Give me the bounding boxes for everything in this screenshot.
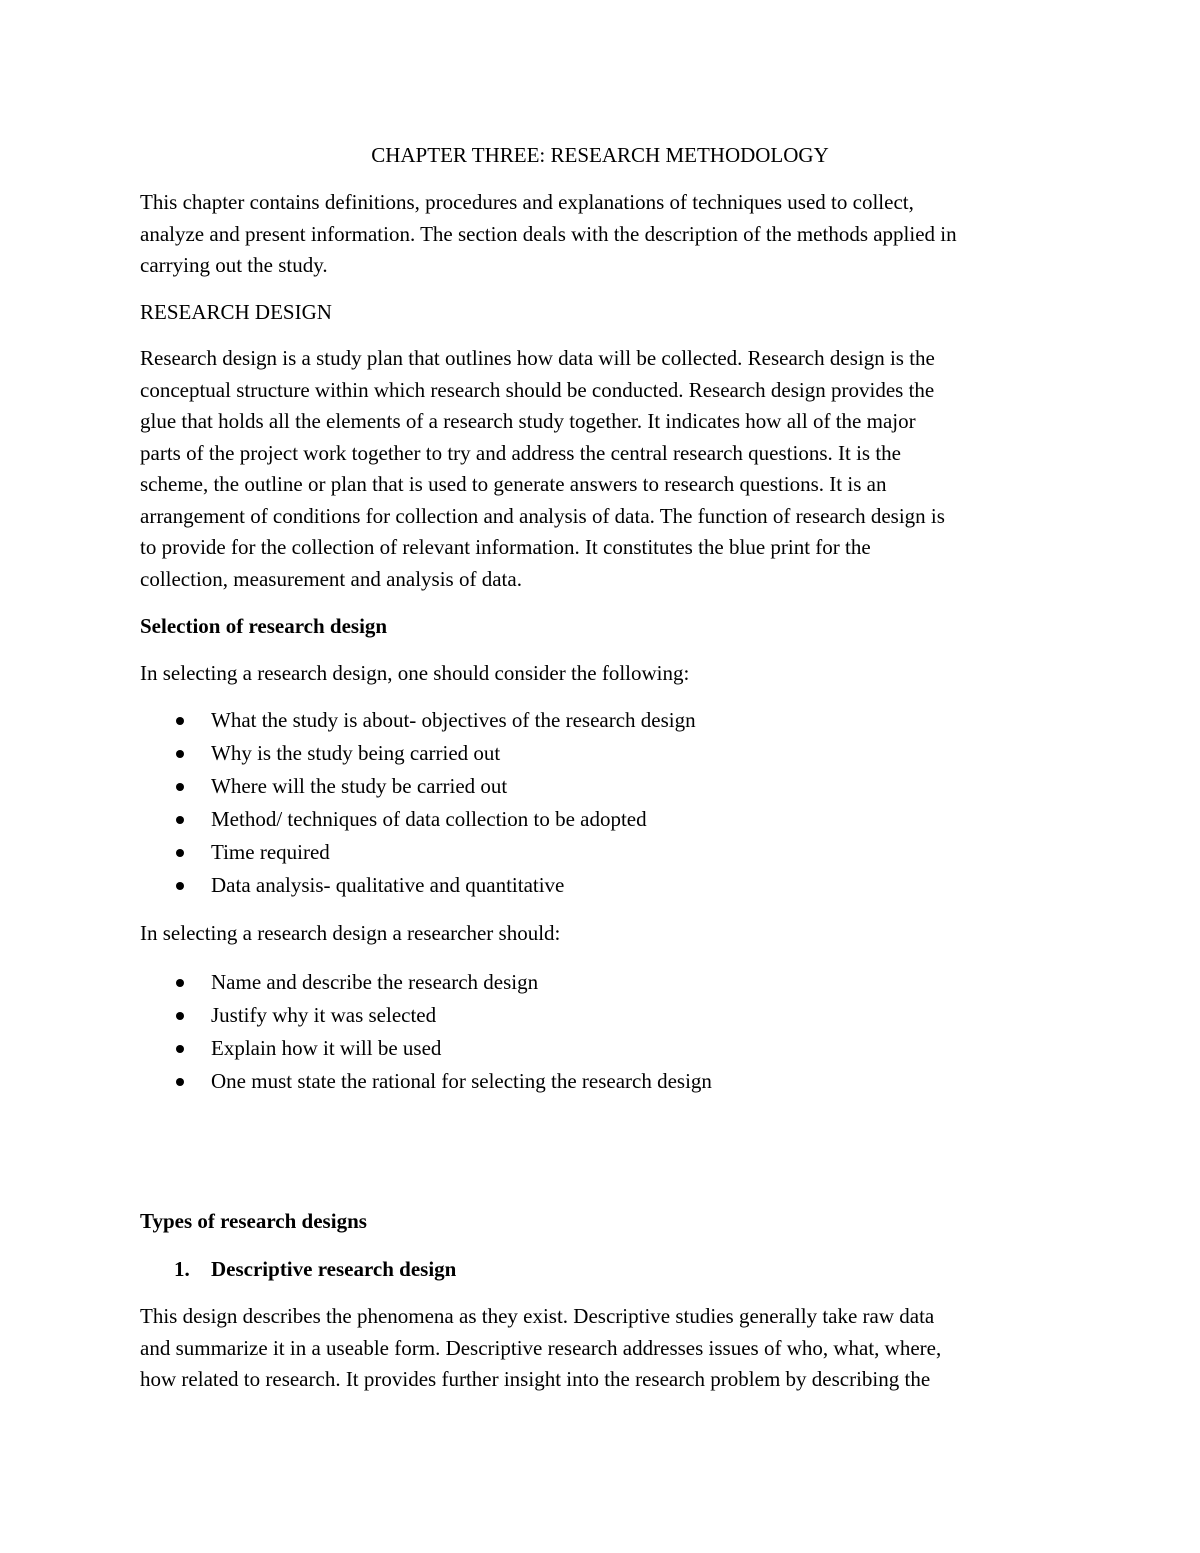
bullet-icon — [176, 882, 184, 890]
list-item-text: Name and describe the research design — [211, 970, 539, 994]
bullet-icon — [176, 816, 184, 824]
bullet-icon — [176, 1012, 184, 1020]
list-item — [140, 836, 696, 869]
bullet-icon — [176, 1078, 184, 1086]
intro-line: carrying out the study. — [140, 253, 328, 277]
list-item — [140, 704, 696, 737]
selection-heading: Selection of research design — [140, 614, 388, 638]
list-item — [140, 737, 696, 770]
list-item-text: Data analysis- qualitative and quantitative — [211, 873, 565, 897]
descriptive-heading — [174, 1254, 456, 1286]
bullet-icon — [176, 979, 184, 987]
researcher-intro: In selecting a research design a researcher should: — [140, 921, 561, 945]
list-item-text: What the study is about- objectives of the research design — [211, 708, 696, 732]
research-design-paragraph — [140, 343, 1070, 595]
list-item — [140, 1065, 712, 1098]
bullet-icon — [176, 717, 184, 725]
list-item — [140, 869, 696, 902]
list-item-text: One must state the rational for selecting the research design — [211, 1069, 712, 1093]
list-item-text: Method/ techniques of data collection to be adopted — [211, 807, 647, 831]
list-item-text: Where will the study be carried out — [211, 774, 508, 798]
research-design-line: glue that holds all the elements of a research study together. It indicates how all of the major — [140, 409, 916, 433]
bullet-icon — [176, 783, 184, 791]
research-design-line: parts of the project work together to try and address the central research questions. It is the — [140, 440, 901, 465]
research-design-line: conceptual structure within which research should be conducted. Research design provides the — [140, 377, 935, 402]
research-design-line: scheme, the outline or plan that is used to generate answers to research questions. It is an — [140, 472, 887, 496]
list-item — [140, 999, 712, 1032]
list-item-text: Explain how it will be used — [211, 1036, 442, 1060]
selection-intro: In selecting a research design, one should consider the following: — [140, 661, 690, 685]
list-item-text: Time required — [211, 840, 330, 864]
research-design-line: collection, measurement and analysis of data. — [140, 566, 522, 591]
research-design-line: to provide for the collection of relevant information. It constitutes the blue print for the — [140, 535, 871, 559]
selection-bullet-list — [140, 704, 696, 902]
descriptive-heading-text: Descriptive research design — [211, 1257, 457, 1281]
descriptive-line: and summarize it in a useable form. Descriptive research addresses issues of who, what, where, — [140, 1335, 942, 1360]
bullet-icon — [176, 1045, 184, 1053]
research-design-line: arrangement of conditions for collection and analysis of data. The function of research design is — [140, 503, 945, 528]
intro-paragraph — [140, 187, 1070, 282]
research-design-line: Research design is a study plan that outlines how data will be collected. Research design is the — [140, 346, 935, 370]
list-item-text: Justify why it was selected — [211, 1003, 437, 1027]
list-item — [140, 1032, 712, 1065]
list-number: 1. — [174, 1257, 190, 1281]
types-heading: Types of research designs — [140, 1209, 367, 1233]
bullet-icon — [176, 849, 184, 857]
descriptive-line: how related to research. It provides further insight into the research problem by describing the — [140, 1367, 931, 1391]
list-item — [140, 770, 696, 803]
chapter-title: CHAPTER THREE: RESEARCH METHODOLOGY — [371, 143, 829, 167]
list-item-text: Why is the study being carried out — [211, 741, 501, 765]
descriptive-paragraph — [140, 1301, 1070, 1396]
intro-line: analyze and present information. The section deals with the description of the methods applied in — [140, 221, 957, 246]
list-item — [140, 966, 712, 999]
list-item — [140, 803, 696, 836]
descriptive-line: This design describes the phenomena as they exist. Descriptive studies generally take raw data — [140, 1304, 935, 1328]
researcher-bullet-list — [140, 966, 712, 1098]
research-design-heading: RESEARCH DESIGN — [140, 300, 332, 324]
bullet-icon — [176, 750, 184, 758]
intro-line: This chapter contains definitions, procedures and explanations of techniques used to collect, — [140, 190, 914, 214]
